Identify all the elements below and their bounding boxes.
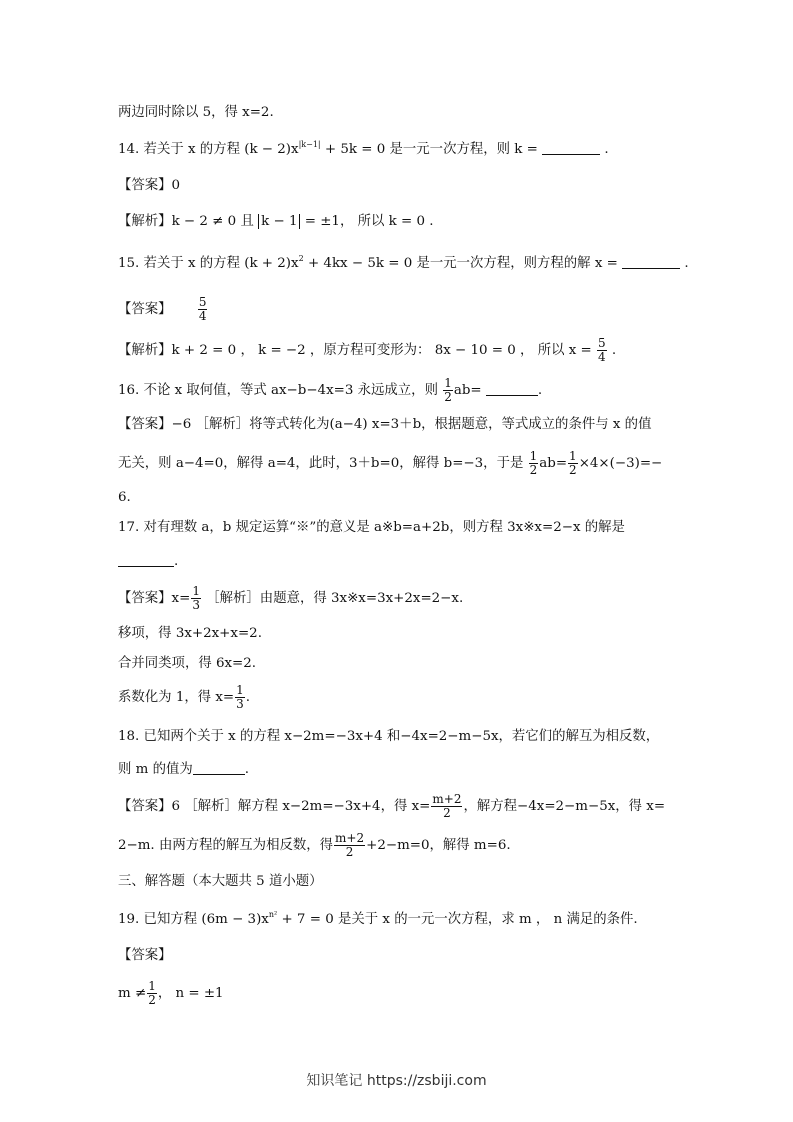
question-18: 18. 已知两个关于 x 的方程 x−2m=−3x+4 和−4x=2−m−5x，若它们的解互为相反数， xyxy=(118,729,660,744)
fraction: $\frac{1}{3}$ xyxy=(236,683,244,711)
answer-14: 【答案】0 xyxy=(118,178,181,193)
fraction: $\frac{1}{3}$ xyxy=(192,584,200,612)
answer-16-end: 6. xyxy=(118,490,131,505)
text-line: 系数化为 1，得 x= $\frac{1}{3}$ . xyxy=(118,683,251,711)
question-16: 16. 不论 x 取何值，等式 ax−b−4x=3 永远成立，则 $\frac{1}{2}$ ab= . xyxy=(118,376,543,404)
answer-17: 【答案】x= $\frac{1}{3}$ ［解析］由题意，得 3x※x=3x+2x=2−x. xyxy=(118,584,464,612)
answer-blank xyxy=(542,154,600,155)
fraction: $\frac{5}{4}$ xyxy=(598,336,606,364)
answer-15: 【答案】 $\frac{5}{4}$ xyxy=(118,295,207,323)
explanation-14: 【解析】k − 2 ≠ 0 且 k − 1 = ±1， 所以 k = 0 . xyxy=(118,214,434,229)
footer-watermark: 知识笔记 https://zsbiji.com xyxy=(306,1073,487,1089)
answer-blank xyxy=(118,566,174,567)
fraction: $\frac{m+2}{2}$ xyxy=(335,831,365,859)
question-17: 17. 对有理数 a，b 规定运算“※”的意义是 a※b=a+2b，则方程 3x※x=2−x 的解是 xyxy=(118,520,625,535)
fraction: $\frac{1}{2}$ xyxy=(444,376,452,404)
answer-18-cont: 2−m. 由两方程的解互为相反数，得 $\frac{m+2}{2}$ +2−m=0，解得 m=6. xyxy=(118,831,511,859)
answer-18: 【答案】6 ［解析］解方程 x−2m=−3x+4，得 x= $\frac{m+2}{2}$ ，解方程−4x=2−m−5x，得 x= xyxy=(118,792,666,820)
answer-19-solution: m ≠ $\frac{1}{2}$ ， n = ±1 xyxy=(118,979,224,1007)
question-14: 14. 若关于 x 的方程 $(k - 2)x^{|k-1|} + 5k = 0$ 是一元一次方程，则 k = . xyxy=(118,140,609,157)
question-15: 15. 若关于 x 的方程 $(k + 2)x^2 + 4kx - 5k = 0$ 是一元一次方程，则方程的解 x = . xyxy=(118,254,689,271)
fraction: $\frac{1}{2}$ xyxy=(529,449,538,477)
answer-blank xyxy=(193,774,245,775)
fraction: $\frac{5}{4}$ xyxy=(198,295,207,323)
fraction: $\frac{m+2}{2}$ xyxy=(432,792,462,820)
answer-16: 【答案】−6 ［解析］将等式转化为(a−4) x=3＋b，根据题意，等式成立的条件与 x 的值 xyxy=(118,417,652,432)
answer-19: 【答案】 xyxy=(118,948,172,963)
fraction: $\frac{1}{2}$ xyxy=(148,979,156,1007)
section-heading: 三、解答题（本大题共 5 道小题） xyxy=(118,874,323,889)
text-line: 移项，得 3x+2x+x=2. xyxy=(118,626,262,641)
question-17-blank: . xyxy=(118,552,733,572)
question-19: 19. 已知方程 $(6m - 3)x^{n^2} + 7 = 0$ 是关于 x 的一元一次方程，求 m ， n 满足的条件. xyxy=(118,910,638,927)
answer-16-cont: 无关，则 a−4=0，解得 a=4，此时，3＋b=0，解得 b=−3，于是 $\frac{1}{2}$ ab= $\frac{1}{2}$ ×4×(−3)=− xyxy=(118,449,663,477)
question-18-cont: 则 m 的值为 . xyxy=(118,762,250,777)
text-line: 合并同类项，得 6x=2. xyxy=(118,656,257,671)
answer-blank xyxy=(486,395,538,396)
answer-blank xyxy=(622,268,680,269)
explanation-15: 【解析】k + 2 = 0 ， k = −2 ，原方程可变形为： 8x − 10 = 0 ， 所以 x = $\frac{5}{4}$ . xyxy=(118,336,617,364)
fraction: $\frac{1}{2}$ xyxy=(569,449,577,477)
text-line: 两边同时除以 5，得 x=2. xyxy=(118,105,274,120)
